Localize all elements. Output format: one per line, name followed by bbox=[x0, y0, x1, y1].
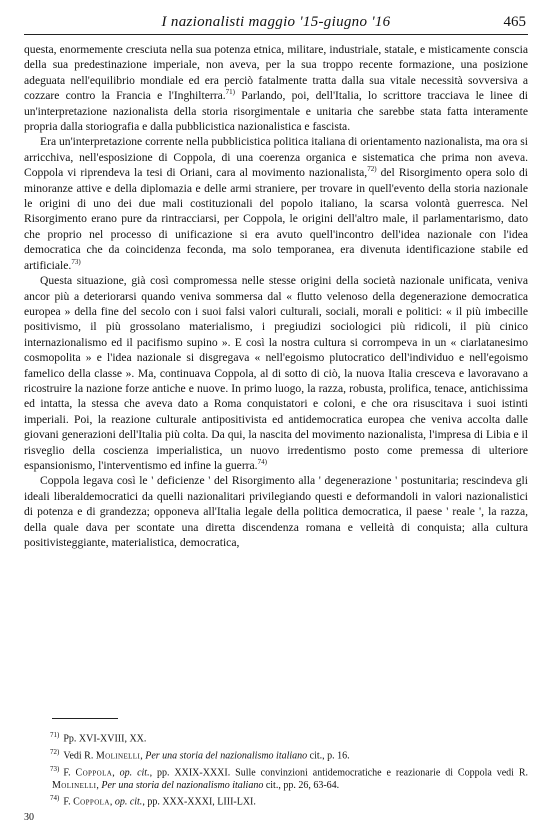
footnote-number: 71) bbox=[50, 731, 60, 739]
work-title: op. cit. bbox=[114, 796, 143, 808]
text-span: , pp. XXIX-XXXI. Sulle convinzioni antidemocratiche e reazionarie di Coppola vedi R. bbox=[149, 767, 529, 779]
text-span: Era un'interpretazione corrente nella pubblicistica politica italiana di orientamento nazionalista, ma ora si arricchiva, nell'esposizione di Coppola, di una coerenza organica e sistematica che prima non aveva. Coppola vi riprendeva la tesi di Oriani, cara al movimento nazionalista, bbox=[24, 135, 528, 180]
author-name: Coppola bbox=[73, 796, 110, 808]
author-name: Molinelli bbox=[52, 779, 97, 791]
text-span: Coppola legava così le ' deficienze ' del Risorgimento alla ' degenerazione ' postunitaria; rescindeva gli ideali liberaldemocratici da quelli nazionalitari privilegiando questi e deformandoli in valori nazionalistici di potenza e di grandezza; opponeva all'Italia legale della politica democratica, il paese ' reale ', la razza, della quale dava per scontate una diretta discendenza romana e velleità di conquista; alla cultura positivisteggiante, materialistica, democratica, bbox=[24, 474, 528, 549]
text-span: Vedi R. bbox=[63, 750, 96, 762]
text-span: Parlando, poi, dell'Italia, lo scrittore tracciava le linee di un'interpretazione nazionalista della storia risorgimentale e unitaria che sarebbe stata fatta interamente propria dalla storiografia e dalla pubblicistica nazionalistica e fascista. bbox=[24, 89, 528, 134]
text-span: del Risorgimento opera solo di minoranze attive e della diplomazia e delle armi straniere, per trovare in quell'evento della storia nazionale le origini di uno dei due mali costituzionali del popolo italiano, la scarsa volontà guerresca. Nel Risorgimento erano pure da rintracciarsi, per Coppola, le origini dell'altro male, il parlamentarismo, dato che proprio nel processo di unificazione si era avuto quell'incontro dell'idea nazionale con l'idea democratica che da coincidenza feconda, ma solo temporanea, era divenuta identificazione stabile ed artificiale. bbox=[24, 166, 528, 272]
running-header bbox=[24, 14, 528, 35]
footnote bbox=[24, 746, 528, 763]
body-text bbox=[24, 42, 528, 550]
page-number: 465 bbox=[503, 14, 526, 30]
text-span: , bbox=[140, 750, 146, 762]
text-span: , bbox=[96, 779, 102, 791]
text-span: F. bbox=[63, 796, 74, 808]
footnote-number: 72) bbox=[50, 747, 60, 756]
text-span: , pp. XXX-XXXI, LIII-LXI. bbox=[142, 796, 256, 808]
footnotes bbox=[24, 718, 528, 809]
paragraph bbox=[24, 42, 528, 134]
footnote bbox=[24, 792, 528, 809]
note-ref: 73) bbox=[71, 257, 81, 266]
work-title: Per una storia del nazionalismo italiano bbox=[145, 750, 308, 762]
text-span: Pp. XVI-XVIII, XX. bbox=[63, 733, 147, 745]
paragraph bbox=[24, 473, 528, 550]
paragraph bbox=[24, 273, 528, 473]
work-title: op. cit. bbox=[119, 767, 150, 779]
text-span: , bbox=[112, 767, 120, 779]
running-title: I nazionalisti maggio '15-giugno '16 bbox=[161, 14, 391, 30]
author-name: Coppola bbox=[75, 767, 113, 779]
note-ref: 72) bbox=[367, 165, 377, 174]
author-name: Molinelli bbox=[95, 750, 141, 762]
note-ref: 71) bbox=[225, 88, 235, 97]
footnote-number: 73) bbox=[50, 764, 60, 773]
footnote-number: 74) bbox=[50, 794, 60, 803]
signature-mark: 30 bbox=[24, 812, 34, 823]
work-title: Per una storia del nazionalismo italiano bbox=[101, 779, 264, 791]
paragraph bbox=[24, 134, 528, 273]
text-span: Questa situazione, già così compromessa nelle stesse origini della società nazionale unificata, veniva ancor più a deteriorarsi quando veniva sommersa dal « flutto velenoso della degenerazione democratica europea » della fine del secolo con i suoi falsi valori culturali, sociali, morali e politici: « il più imbecille positivismo, il più grossolano materialismo, i pregiudizi sociologici più ridicoli, il più cinico internazionalismo ed il pacifismo supino ». E così la nostra cultura si corrompeva in un « ciarlatanesimo cosmopolita » e l'idea nazionale si disgregava « nell'egoismo plutocratico dell'individuo e nell'egoismo famelico della classe ». Ma, continuava Coppola, al di sotto di ciò, la nuova Italia cresceva e lavoravano a ricostruire la nazione forze antiche e nuove. In primo luogo, la razza, robusta, prolifica, tenace, antichissima ed intatta, la stessa che aveva dato a Roma conquistatori e coloni, e che ora risuscitava i suoi istinti imperiali. Poi, la reazione culturale antipositivista ed antidemocratica europea che veniva accolta dalle giovani generazioni dell'Italia più colta. Da qui, la nascita del movimento nazionalista, l'impresa di Libia e il risveglio della coscienza imperialistica, un nuovo irredentismo posto come premessa di ulteriore espansionismo, l'interventismo ed infine la guerra. bbox=[24, 274, 528, 472]
footnote bbox=[24, 763, 528, 793]
note-ref: 74) bbox=[257, 458, 267, 467]
text-span: cit., pp. 26, 63-64. bbox=[263, 779, 340, 791]
text-span: cit., p. 16. bbox=[307, 750, 350, 762]
text-span: questa, enormemente cresciuta nella sua potenza etnica, militare, industriale, statale, e misticamente conscia della sua predestinazione imperiale, non aveva, per la sua troppo recente formazione, una posizione adeguata nell'equilibrio mondiale ed era perciò fatalmente tratta dalla sua vitale necessità sovversiva a cozzare contro la Francia e l'Inghilterra. bbox=[24, 43, 528, 103]
footnote bbox=[24, 729, 528, 746]
footnote-rule bbox=[52, 718, 118, 719]
text-span: , bbox=[109, 796, 115, 808]
text-span: F. bbox=[63, 767, 76, 779]
